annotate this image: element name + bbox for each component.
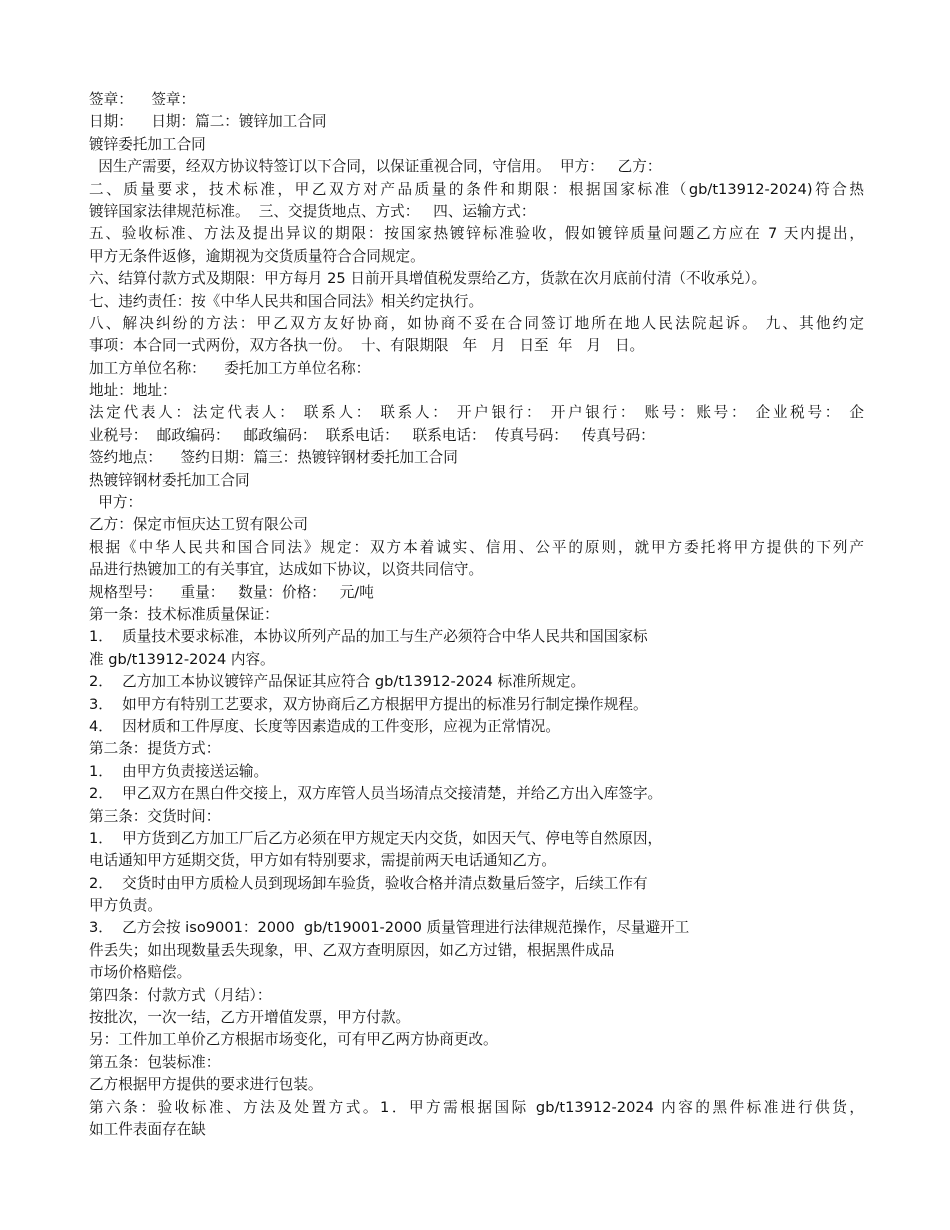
text-line: 乙方根据甲方提供的要求进行包装。 bbox=[89, 1076, 323, 1094]
text-line: 因生产需要，经双方协议特签订以下合同，以保证重视合同，守信用。 甲方： 乙方： bbox=[89, 158, 662, 176]
article-heading: 第五条：包装标准： bbox=[89, 1053, 221, 1071]
text-line-date: 日期： 日期：篇二：镀锌加工合同 bbox=[89, 113, 327, 131]
text-line: 法定代表人：法定代表人： 联系人： 联系人： 开户银行： 开户银行： 账号：账号： 企业税号： 企 bbox=[89, 404, 864, 422]
text-line: 规格型号： 重量： 数量：价格： 元/吨 bbox=[89, 583, 374, 601]
section-title: 热镀锌钢材委托加工合同 bbox=[89, 471, 250, 489]
text-line: 加工方单位名称： 委托加工方单位名称： bbox=[89, 359, 371, 377]
document-body bbox=[89, 89, 864, 1141]
article-heading: 第六条：验收标准、方法及处置方式。1．甲方需根据国际 gb/t13912-2024 内容的黑件标准进行供货， bbox=[89, 1098, 864, 1116]
list-item: 件丢失；如出现数量丢失现象，甲、乙双方查明原因，如乙方过错，根据黑件成品 bbox=[89, 941, 615, 959]
text-line: 地址：地址： bbox=[89, 382, 177, 400]
text-line: 镀锌国家法律规范标准。 三、交提货地点、方式： 四、运输方式： bbox=[89, 202, 536, 220]
text-line: 签约地点： 签约日期：篇三：热镀锌钢材委托加工合同 bbox=[89, 449, 458, 467]
text-line: 业税号： 邮政编码： 邮政编码： 联系电话： 联系电话： 传真号码： 传真号码： bbox=[89, 426, 655, 444]
list-item: 2． 甲乙双方在黑白件交接上，双方库管人员当场清点交接清楚，并给乙方出入库签字。 bbox=[89, 785, 663, 803]
list-item: 准 gb/t13912-2024 内容。 bbox=[89, 650, 275, 668]
text-line: 八、解决纠纷的方法：甲乙双方友好协商，如协商不妥在合同签订地所在地人民法院起诉。 九、其他约定 bbox=[89, 314, 864, 332]
list-item: 1． 由甲方负责接送运输。 bbox=[89, 762, 269, 780]
text-line: 如工件表面存在缺 bbox=[89, 1120, 206, 1138]
text-line: 七、违约责任：按《中华人民共和国合同法》相关约定执行。 bbox=[89, 292, 484, 310]
article-heading: 第四条：付款方式（月结）： bbox=[89, 986, 272, 1004]
text-line: 根据《中华人民共和国合同法》规定：双方本着诚实、信用、公平的原则，就甲方委托将甲方提供的下列产 bbox=[89, 538, 864, 556]
text-line-signature: 签章： 签章： bbox=[89, 91, 196, 108]
text-line: 事项：本合同一式两份，双方各执一份。 十、有限期限 年 月 日至 年 月 日。 bbox=[89, 337, 645, 355]
list-item: 2． 交货时由甲方质检人员到现场卸车验货，验收合格并清点数量后签字，后续工作有 bbox=[89, 874, 648, 892]
list-item: 电话通知甲方延期交货，甲方如有特别要求，需提前两天电话通知乙方。 bbox=[89, 852, 557, 870]
list-item: 2． 乙方加工本协议镀锌产品保证其应符合 gb/t13912-2024 标准所规定。 bbox=[89, 673, 586, 691]
list-item: 1． 甲方货到乙方加工厂后乙方必须在甲方规定天内交货，如因天气、停电等自然原因， bbox=[89, 829, 663, 847]
section-title: 镀锌委托加工合同 bbox=[89, 135, 206, 153]
text-line: 二、质量要求，技术标准，甲乙双方对产品质量的条件和期限：根据国家标准（gb/t13912-2024)符合热 bbox=[89, 180, 864, 198]
list-item: 市场价格赔偿。 bbox=[89, 964, 192, 982]
text-line: 品进行热镀加工的有关事宜，达成如下协议，以资共同信守。 bbox=[89, 561, 484, 579]
article-heading: 第三条：交货时间： bbox=[89, 807, 221, 825]
list-item: 4． 因材质和工件厚度、长度等因素造成的工件变形，应视为正常情况。 bbox=[89, 717, 560, 735]
text-line: 乙方：保定市恒庆达工贸有限公司 bbox=[89, 516, 308, 534]
text-line: 六、结算付款方式及期限：甲方每月 25 日前开具增值税发票给乙方，货款在次月底前付清（不收承兑）。 bbox=[89, 270, 767, 288]
text-line: 五、验收标准、方法及提出异议的期限：按国家热镀锌标准验收，假如镀锌质量问题乙方应在 7 天内提出， bbox=[89, 225, 864, 243]
text-line: 按批次，一次一结，乙方开增值发票，甲方付款。 bbox=[89, 1009, 411, 1027]
text-line: 甲方无条件返修，逾期视为交货质量符合合同规定。 bbox=[89, 247, 425, 265]
article-heading: 第二条：提货方式： bbox=[89, 740, 221, 758]
list-item: 3． 乙方会按 iso9001：2000 gb/t19001-2000 质量管理进行法律规范操作，尽量避开工 bbox=[89, 919, 690, 937]
text-line: 另：工件加工单价乙方根据市场变化，可有甲乙两方协商更改。 bbox=[89, 1031, 498, 1049]
text-line: 甲方： bbox=[89, 494, 143, 512]
list-item: 甲方负责。 bbox=[89, 897, 162, 915]
list-item: 1． 质量技术要求标准，本协议所列产品的加工与生产必须符合中华人民共和国国家标 bbox=[89, 628, 648, 646]
list-item: 3． 如甲方有特别工艺要求，双方协商后乙方根据甲方提出的标准另行制定操作规程。 bbox=[89, 695, 648, 713]
article-heading: 第一条：技术标准质量保证： bbox=[89, 605, 279, 623]
